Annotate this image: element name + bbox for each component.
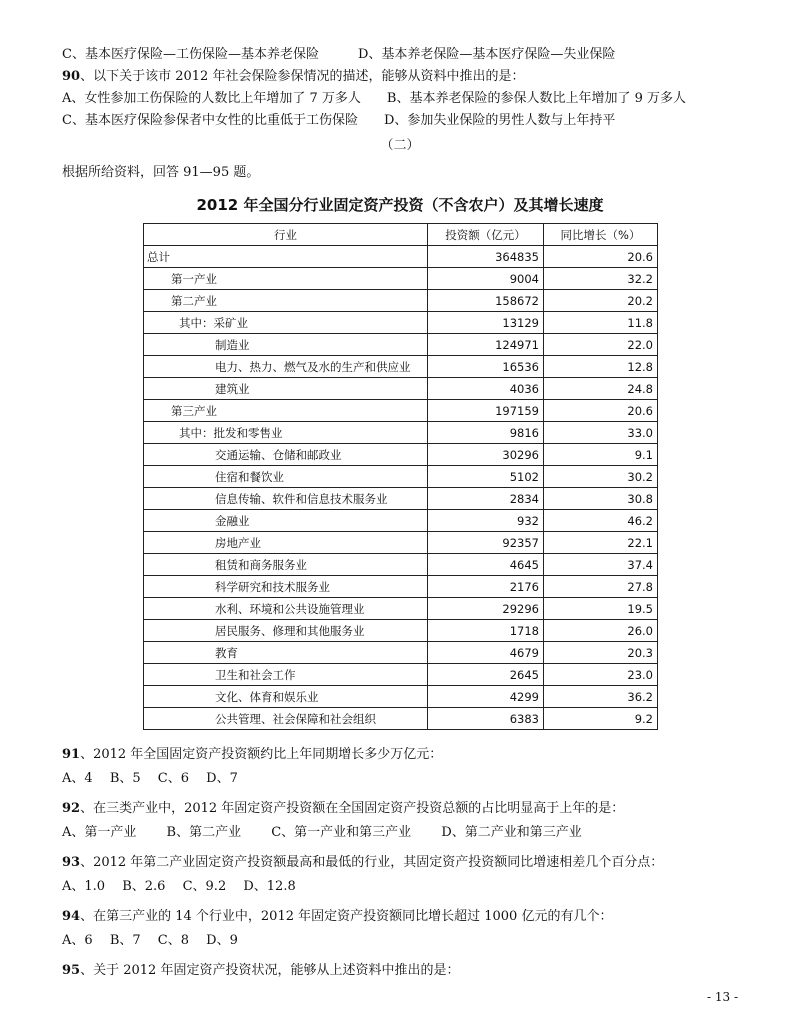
table-row	[144, 642, 658, 664]
q95-text: 、关于 2012 年固定资产投资状况，能够从上述资料中推出的是：	[80, 963, 460, 978]
q93-option-a[interactable]: A、1.0	[62, 879, 106, 894]
investment-value: 4679	[428, 642, 544, 664]
q93-option-c[interactable]: C、9.2	[182, 879, 227, 894]
industry-name: 第一产业	[144, 268, 428, 290]
investment-value: 1718	[428, 620, 544, 642]
header-industry: 行业	[144, 224, 428, 246]
table-header-row	[144, 224, 658, 246]
industry-name: 教育	[144, 642, 428, 664]
industry-name: 居民服务、修理和其他服务业	[144, 620, 428, 642]
industry-name: 制造业	[144, 334, 428, 356]
industry-name: 第二产业	[144, 290, 428, 312]
growth-rate: 46.2	[544, 510, 658, 532]
growth-rate: 11.8	[544, 312, 658, 334]
table-row	[144, 290, 658, 312]
table-row	[144, 334, 658, 356]
investment-value: 4645	[428, 554, 544, 576]
investment-value: 932	[428, 510, 544, 532]
q92-number: 92	[62, 801, 81, 816]
q92-options	[62, 824, 582, 842]
q90-number: 90	[62, 69, 81, 84]
industry-name: 建筑业	[144, 378, 428, 400]
industry-name: 科学研究和技术服务业	[144, 576, 428, 598]
q93-text: 、2012 年第二产业固定资产投资额最高和最低的行业，其固定资产投资额同比增速相差几个百分点：	[80, 855, 664, 870]
table-row	[144, 422, 658, 444]
growth-rate: 23.0	[544, 664, 658, 686]
investment-value: 2645	[428, 664, 544, 686]
table-title: 2012 年全国分行业固定资产投资（不含农户）及其增长速度	[196, 196, 604, 214]
q91-option-a[interactable]: A、4	[62, 771, 93, 786]
q94-text: 、在第三产业的 14 个行业中，2012 年固定资产投资额同比增长超过 1000 亿元的有几个：	[80, 909, 613, 924]
growth-rate: 30.2	[544, 466, 658, 488]
investment-value: 197159	[428, 400, 544, 422]
q92-option-a[interactable]: A、第一产业	[62, 825, 137, 840]
industry-name: 公共管理、社会保障和社会组织	[144, 708, 428, 730]
q91-stem	[62, 746, 442, 764]
growth-rate: 37.4	[544, 554, 658, 576]
investment-value: 364835	[428, 246, 544, 268]
industry-name: 第三产业	[144, 400, 428, 422]
table-row	[144, 620, 658, 642]
growth-rate: 22.0	[544, 334, 658, 356]
q91-option-c[interactable]: C、6	[157, 771, 189, 786]
growth-rate: 20.6	[544, 246, 658, 268]
industry-name: 其中：批发和零售业	[144, 422, 428, 444]
table-row	[144, 488, 658, 510]
investment-value: 5102	[428, 466, 544, 488]
investment-value: 13129	[428, 312, 544, 334]
investment-table	[143, 223, 658, 730]
q92-option-b[interactable]: B、第二产业	[166, 825, 242, 840]
table-row	[144, 312, 658, 334]
table-row	[144, 356, 658, 378]
growth-rate: 22.1	[544, 532, 658, 554]
table-row	[144, 598, 658, 620]
q90-text: 、以下关于该市 2012 年社会保险参保情况的描述，能够从资料中推出的是：	[80, 69, 525, 84]
table-row	[144, 268, 658, 290]
growth-rate: 9.1	[544, 444, 658, 466]
q90-stem	[62, 68, 524, 86]
q95-number: 95	[62, 963, 81, 978]
investment-value: 2834	[428, 488, 544, 510]
table-row	[144, 444, 658, 466]
q93-stem	[62, 854, 663, 872]
growth-rate: 36.2	[544, 686, 658, 708]
q91-number: 91	[62, 747, 81, 762]
investment-value: 9004	[428, 268, 544, 290]
investment-value: 6383	[428, 708, 544, 730]
q92-stem	[62, 800, 624, 818]
header-growth: 同比增长（%）	[544, 224, 658, 246]
q91-options	[62, 770, 238, 788]
growth-rate: 26.0	[544, 620, 658, 642]
investment-value: 2176	[428, 576, 544, 598]
growth-rate: 20.2	[544, 290, 658, 312]
table-row	[144, 686, 658, 708]
q92-option-d[interactable]: D、第二产业和第三产业	[441, 825, 582, 840]
industry-name: 交通运输、仓储和邮政业	[144, 444, 428, 466]
investment-value: 29296	[428, 598, 544, 620]
industry-name: 卫生和社会工作	[144, 664, 428, 686]
industry-name: 住宿和餐饮业	[144, 466, 428, 488]
growth-rate: 20.3	[544, 642, 658, 664]
industry-name: 租赁和商务服务业	[144, 554, 428, 576]
section-label: （二）	[380, 138, 420, 153]
q94-stem	[62, 908, 612, 926]
industry-name: 金融业	[144, 510, 428, 532]
q90-options-cd: C、基本医疗保险参保者中女性的比重低于工伤保险 D、参加失业保险的男性人数与上年持平	[62, 113, 616, 128]
table-row	[144, 400, 658, 422]
q92-option-c[interactable]: C、第一产业和第三产业	[271, 825, 412, 840]
table-row	[144, 510, 658, 532]
growth-rate: 19.5	[544, 598, 658, 620]
investment-value: 4036	[428, 378, 544, 400]
q93-number: 93	[62, 855, 81, 870]
q94-number: 94	[62, 909, 81, 924]
investment-value: 92357	[428, 532, 544, 554]
industry-name: 其中：采矿业	[144, 312, 428, 334]
investment-value: 30296	[428, 444, 544, 466]
investment-value: 158672	[428, 290, 544, 312]
q95-stem	[62, 962, 459, 980]
q93-option-b[interactable]: B、2.6	[122, 879, 166, 894]
q94-option-c[interactable]: C、8	[157, 933, 189, 948]
section-intro: 根据所给资料，回答 91—95 题。	[62, 165, 260, 180]
investment-value: 4299	[428, 686, 544, 708]
growth-rate: 27.8	[544, 576, 658, 598]
q91-option-b[interactable]: B、5	[109, 771, 141, 786]
growth-rate: 30.8	[544, 488, 658, 510]
growth-rate: 9.2	[544, 708, 658, 730]
industry-name: 水利、环境和公共设施管理业	[144, 598, 428, 620]
growth-rate: 32.2	[544, 268, 658, 290]
q94-option-d[interactable]: D、9	[206, 933, 238, 948]
table-row	[144, 664, 658, 686]
industry-name: 电力、热力、燃气及水的生产和供应业	[144, 356, 428, 378]
table-row	[144, 378, 658, 400]
q91-text: 、2012 年全国固定资产投资额约比上年同期增长多少万亿元：	[80, 747, 443, 762]
growth-rate: 33.0	[544, 422, 658, 444]
q94-option-b[interactable]: B、7	[109, 933, 141, 948]
q93-options	[62, 878, 296, 896]
growth-rate: 12.8	[544, 356, 658, 378]
q91-option-d[interactable]: D、7	[206, 771, 238, 786]
table-row	[144, 576, 658, 598]
table-row	[144, 532, 658, 554]
table-row	[144, 466, 658, 488]
growth-rate: 24.8	[544, 378, 658, 400]
investment-value: 16536	[428, 356, 544, 378]
q94-option-a[interactable]: A、6	[62, 933, 93, 948]
industry-name: 房地产业	[144, 532, 428, 554]
q94-options	[62, 932, 238, 950]
q90-options-ab: A、女性参加工伤保险的人数比上年增加了 7 万多人 B、基本养老保险的参保人数比上年增加了 9 万多人	[62, 91, 687, 106]
industry-name: 信息传输、软件和信息技术服务业	[144, 488, 428, 510]
growth-rate: 20.6	[544, 400, 658, 422]
investment-value: 124971	[428, 334, 544, 356]
industry-name: 总计	[144, 246, 428, 268]
header-investment: 投资额（亿元）	[428, 224, 544, 246]
q89-options-cd: C、基本医疗保险—工伤保险—基本养老保险 D、基本养老保险—基本医疗保险—失业保险	[62, 47, 616, 62]
page-number: - 13 -	[706, 990, 738, 1004]
table-row	[144, 708, 658, 730]
industry-name: 文化、体育和娱乐业	[144, 686, 428, 708]
table-row	[144, 246, 658, 268]
table-row	[144, 554, 658, 576]
q92-text: 、在三类产业中，2012 年固定资产投资额在全国固定资产投资总额的占比明显高于上年的是：	[80, 801, 625, 816]
q93-option-d[interactable]: D、12.8	[243, 879, 296, 894]
investment-value: 9816	[428, 422, 544, 444]
